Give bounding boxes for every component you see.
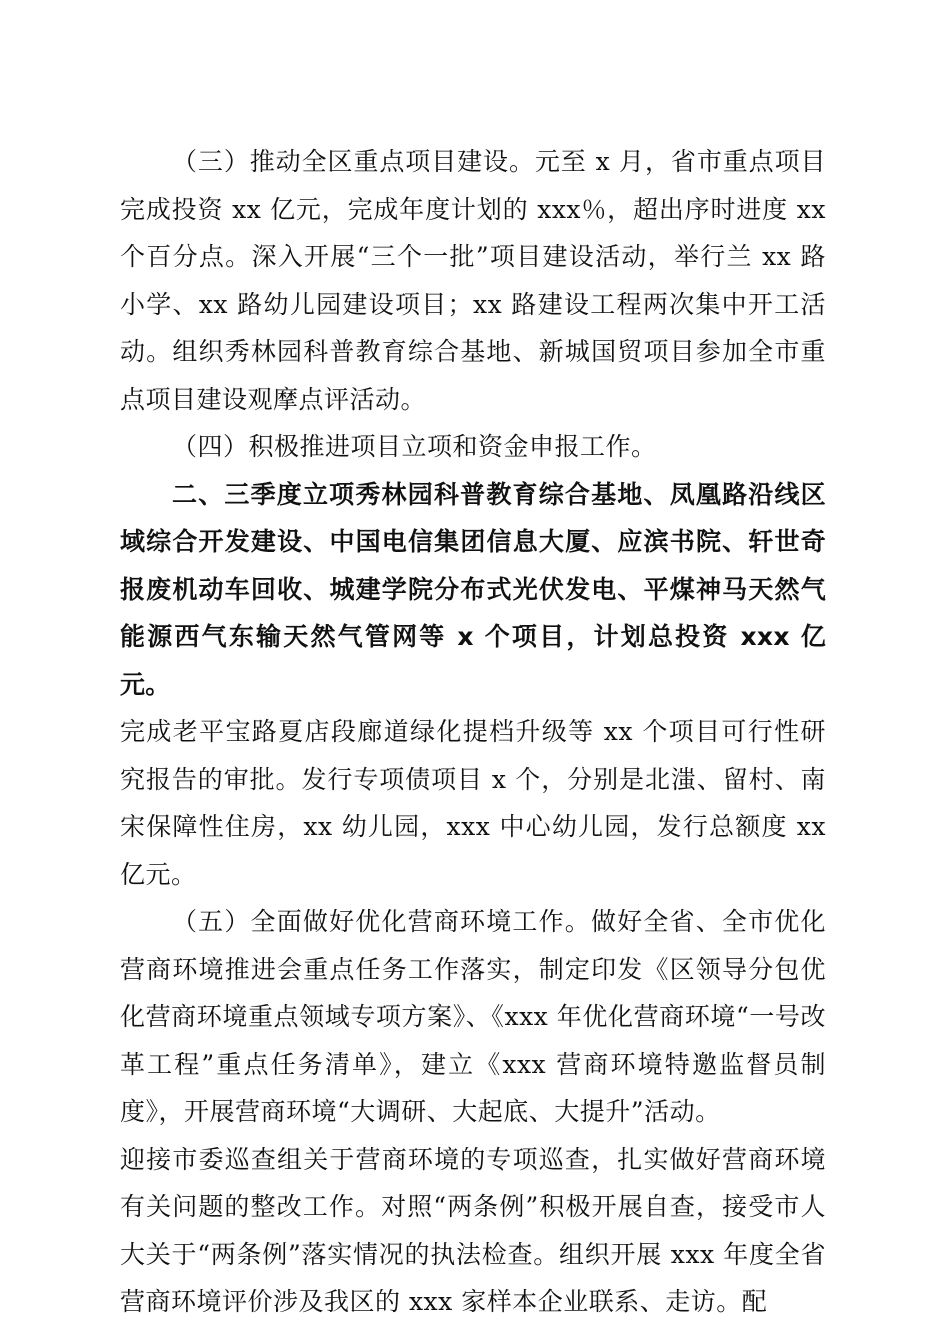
paragraph-project-approval: （四）积极推进项目立项和资金申报工作。	[172, 432, 657, 461]
paragraph-inspection-followup: 迎接市委巡查组关于营商环境的专项巡查，扎实做好营商环境有关问题的整改工作。对照“两条例”积极开展自查，接受市人大关于“两条例”落实情况的执法检查。组织开展 xxx 年度全省营商环境评价涉及我区的 xxx 家样本企业联系、走访。配	[120, 1144, 826, 1316]
paragraph-business-environment: （五）全面做好优化营商环境工作。做好全省、全市优化营商环境推进会重点任务工作落实，制定印发《区领导分包优化营商环境重点领域专项方案》、《xxx 年优化营商环境“一号改革工程”重点任务清单》，建立《xxx 营商环境特邀监督员制度》，开展营商环境“大调研、大起底、大提升”活动。	[120, 907, 826, 1126]
document-body	[120, 138, 826, 1326]
paragraph-q3-approved-projects: 二、三季度立项秀林园科普教育综合基地、凤凰路沿线区域综合开发建设、中国电信集团信息大厦、应滨书院、轩世奇报废机动车回收、城建学院分布式光伏发电、平煤神马天然气能源西气东输天然气管网等 x 个项目，计划总投资 xxx 亿元。	[120, 479, 826, 699]
paragraph-key-projects: （三）推动全区重点项目建设。元至 x 月，省市重点项目完成投资 xx 亿元，完成年度计划的 xxx％，超出序时进度 xx 个百分点。深入开展“三个一批”项目建设活动，举行兰 xx 路小学、xx 路幼儿园建设项目；xx 路建设工程两次集中开工活动。组织秀林园科普教育综合基地、新城国贸项目参加全市重点项目建设观摩点评活动。	[120, 147, 826, 414]
paragraph-feasibility-bonds: 完成老平宝路夏店段廊道绿化提档升级等 xx 个项目可行性研究报告的审批。发行专项债项目 x 个，分别是北滍、留村、南宋保障性住房，xx 幼儿园，xxx 中心幼儿园，发行总额度 xx 亿元。	[120, 717, 826, 889]
